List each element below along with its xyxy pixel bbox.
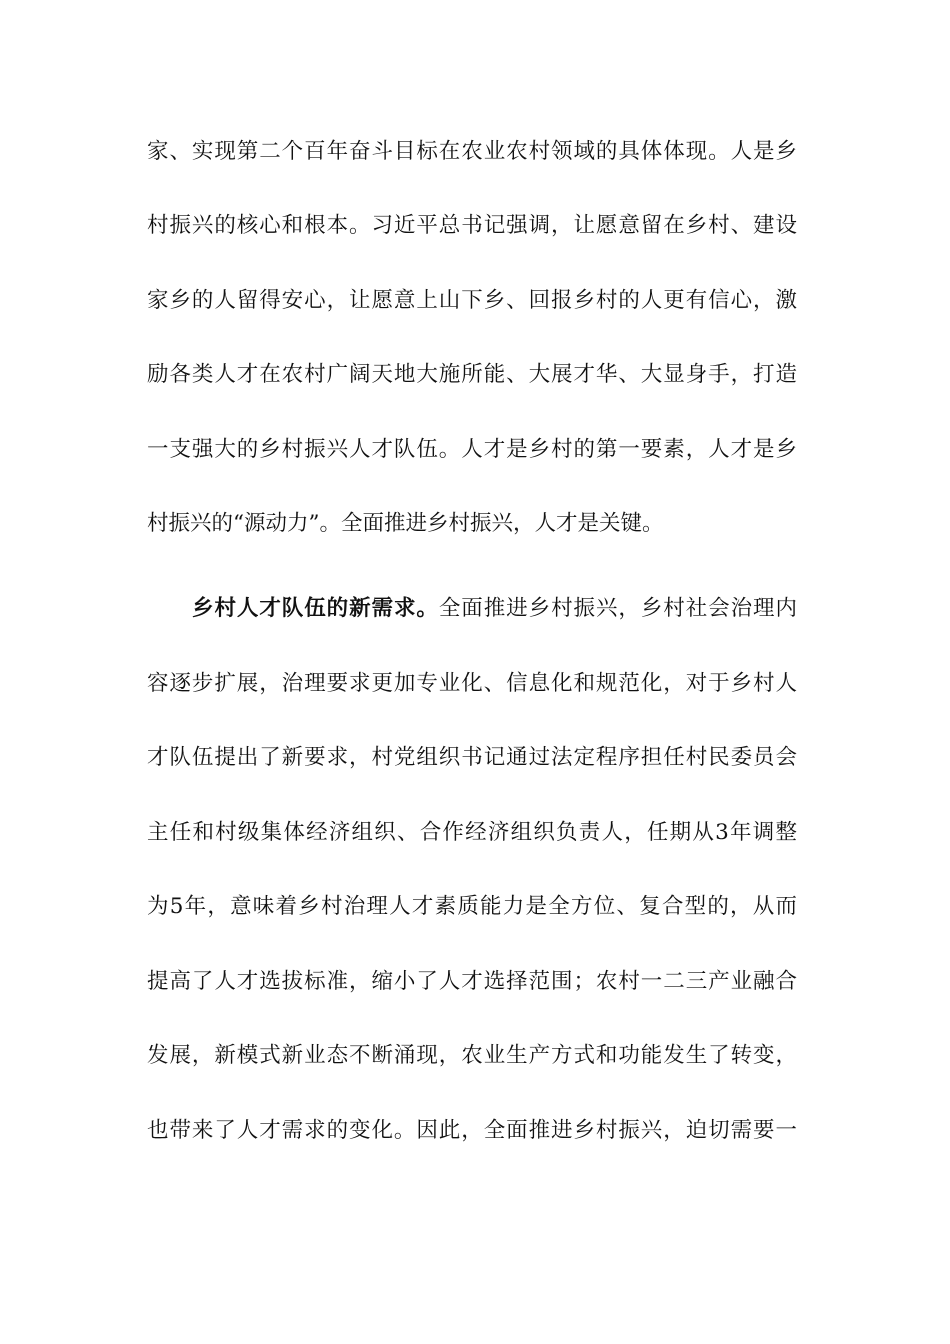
paragraph-line: 为5年，意味着乡村治理人才素质能力是全方位、复合型的，从而 bbox=[147, 894, 797, 919]
paragraph-line: 主任和村级集体经济组织、合作经济组织负责人，任期从3年调整 bbox=[147, 820, 797, 845]
paragraph-line: 提高了人才选拔标准，缩小了人才选择范围；农村一二三产业融合 bbox=[147, 969, 797, 994]
paragraph-line: 发展，新模式新业态不断涌现，农业生产方式和功能发生了转变， bbox=[147, 1043, 797, 1068]
paragraph-line: 村振兴的核心和根本。习近平总书记强调，让愿意留在乡村、建设 bbox=[147, 213, 797, 238]
paragraph-first-line bbox=[192, 593, 797, 625]
section-heading: 乡村人才队伍的新需求。 bbox=[192, 596, 439, 621]
paragraph-line: 容逐步扩展，治理要求更加专业化、信息化和规范化，对于乡村人 bbox=[147, 671, 797, 696]
paragraph-line: 才队伍提出了新要求，村党组织书记通过法定程序担任村民委员会 bbox=[147, 745, 797, 770]
paragraph-line: 家乡的人留得安心，让愿意上山下乡、回报乡村的人更有信心，激 bbox=[147, 288, 797, 313]
paragraph-line: 一支强大的乡村振兴人才队伍。人才是乡村的第一要素，人才是乡 bbox=[147, 437, 797, 462]
paragraph-line: 励各类人才在农村广阔天地大施所能、大展才华、大显身手，打造 bbox=[147, 362, 797, 387]
paragraph-text: 全面推进乡村振兴，乡村社会治理内 bbox=[438, 596, 797, 621]
paragraph-line: 家、实现第二个百年奋斗目标在农业农村领域的具体体现。人是乡 bbox=[147, 139, 797, 164]
paragraph-line: 村振兴的“源动力”。全面推进乡村振兴，人才是关键。 bbox=[147, 511, 664, 536]
paragraph-line: 也带来了人才需求的变化。因此，全面推进乡村振兴，迫切需要一 bbox=[147, 1118, 797, 1143]
